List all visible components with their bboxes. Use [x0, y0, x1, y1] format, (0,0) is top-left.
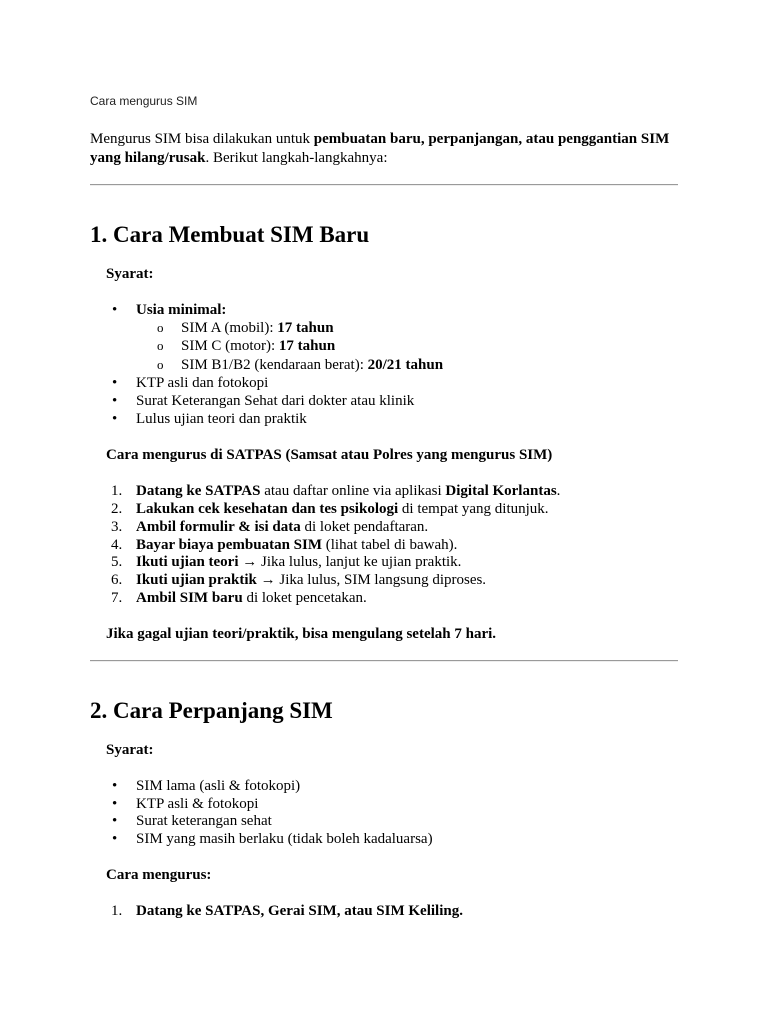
step-text: di loket pencetakan. [242, 590, 367, 606]
step-number: 3. [111, 519, 123, 535]
step-bold: Ambil SIM baru [136, 590, 243, 606]
step-text: di loket pendaftaran. [300, 519, 429, 535]
step-bold: Bayar biaya pembuatan SIM [136, 537, 323, 553]
age-item-text: SIM B1/B2 (kendaraan berat): [181, 357, 368, 373]
age-item [181, 356, 443, 374]
section-1-note: Jika gagal ujian teori/praktik, bisa mengulang setelah 7 hari. [106, 626, 497, 642]
bullet-icon: • [112, 813, 118, 829]
bullet-icon: • [112, 375, 118, 391]
horizontal-rule [90, 660, 678, 662]
step-item [136, 571, 486, 589]
requirement-item: Lulus ujian teori dan praktik [136, 411, 307, 427]
requirement-item: Surat Keterangan Sehat dari dokter atau klinik [136, 393, 415, 409]
intro-text-bold: pembuatan baru, perpanjangan, atau penggantian SIM yang hilang/rusak [90, 131, 670, 166]
step-text: (lihat tabel di bawah). [322, 537, 458, 553]
step-number: 6. [111, 572, 123, 588]
step-bold: Lakukan cek kesehatan dan tes psikologi [136, 501, 399, 517]
step-number: 2. [111, 501, 123, 517]
bullet-icon: • [112, 302, 118, 318]
step-bold: Datang ke SATPAS [136, 483, 261, 499]
bullet-icon: • [112, 796, 118, 812]
step-number: 7. [111, 590, 123, 606]
step-text-end: . [556, 483, 561, 499]
step-bold: Ikuti ujian praktik [136, 572, 257, 588]
age-label-text: Usia minimal: [136, 302, 227, 318]
section-2-requirements-label: Syarat: [106, 742, 154, 758]
intro-text-pre: Mengurus SIM bisa dilakukan untuk [90, 131, 314, 147]
step-item [136, 589, 367, 607]
step-item [136, 518, 428, 536]
step-number: 1. [111, 483, 123, 499]
intro-paragraph [90, 130, 690, 168]
step-bold-app-name: Digital Korlantas [445, 483, 557, 499]
horizontal-rule [90, 184, 678, 186]
age-item-value: 17 tahun [278, 338, 336, 354]
age-item-value: 17 tahun [277, 320, 334, 336]
sub-bullet-icon: o [157, 338, 164, 353]
step-item [136, 482, 560, 500]
document-header-title: Cara mengurus SIM [90, 94, 198, 108]
section-1-requirements-label: Syarat: [106, 266, 154, 282]
age-item [181, 337, 335, 355]
bullet-icon: • [112, 393, 118, 409]
bullet-icon: • [112, 778, 118, 794]
step-item [136, 902, 463, 920]
age-item-text: SIM A (mobil): [181, 320, 278, 336]
step-bold: Ambil formulir & isi data [136, 519, 301, 535]
requirement-item: Surat keterangan sehat [136, 813, 272, 829]
requirement-item: KTP asli dan fotokopi [136, 375, 269, 391]
step-text: → Jika lulus, lanjut ke ujian praktik. [238, 554, 462, 570]
section-2-heading: 2. Cara Perpanjang SIM [90, 698, 333, 723]
section-1-process-label: Cara mengurus di SATPAS (Samsat atau Polres yang mengurus SIM) [106, 447, 553, 463]
step-number: 4. [111, 537, 123, 553]
step-item [136, 536, 457, 554]
bullet-icon: • [112, 411, 118, 427]
age-item-text: SIM C (motor): [181, 338, 279, 354]
step-number: 1. [111, 903, 123, 919]
step-text: → Jika lulus, SIM langsung diproses. [256, 572, 487, 588]
section-1-heading: 1. Cara Membuat SIM Baru [90, 222, 370, 247]
sub-bullet-icon: o [157, 320, 164, 335]
age-label [136, 301, 226, 319]
age-item [181, 319, 334, 337]
step-bold: Ikuti ujian teori [136, 554, 239, 570]
requirement-item: SIM lama (asli & fotokopi) [136, 778, 301, 794]
step-number: 5. [111, 554, 123, 570]
step-item [136, 553, 461, 571]
requirement-item: SIM yang masih berlaku (tidak boleh kadaluarsa) [136, 831, 433, 847]
step-text: atau daftar online via aplikasi [260, 483, 446, 499]
intro-text-post: . Berikut langkah-langkahnya: [205, 150, 388, 166]
step-item [136, 500, 549, 518]
sub-bullet-icon: o [157, 357, 164, 372]
step-text: di tempat yang ditunjuk. [398, 501, 549, 517]
bullet-icon: • [112, 831, 118, 847]
section-2-process-label: Cara mengurus: [106, 867, 212, 883]
age-item-value: 20/21 tahun [367, 357, 444, 373]
step-bold: Datang ke SATPAS, Gerai SIM, atau SIM Keliling. [136, 903, 463, 919]
requirement-item: KTP asli & fotokopi [136, 796, 259, 812]
